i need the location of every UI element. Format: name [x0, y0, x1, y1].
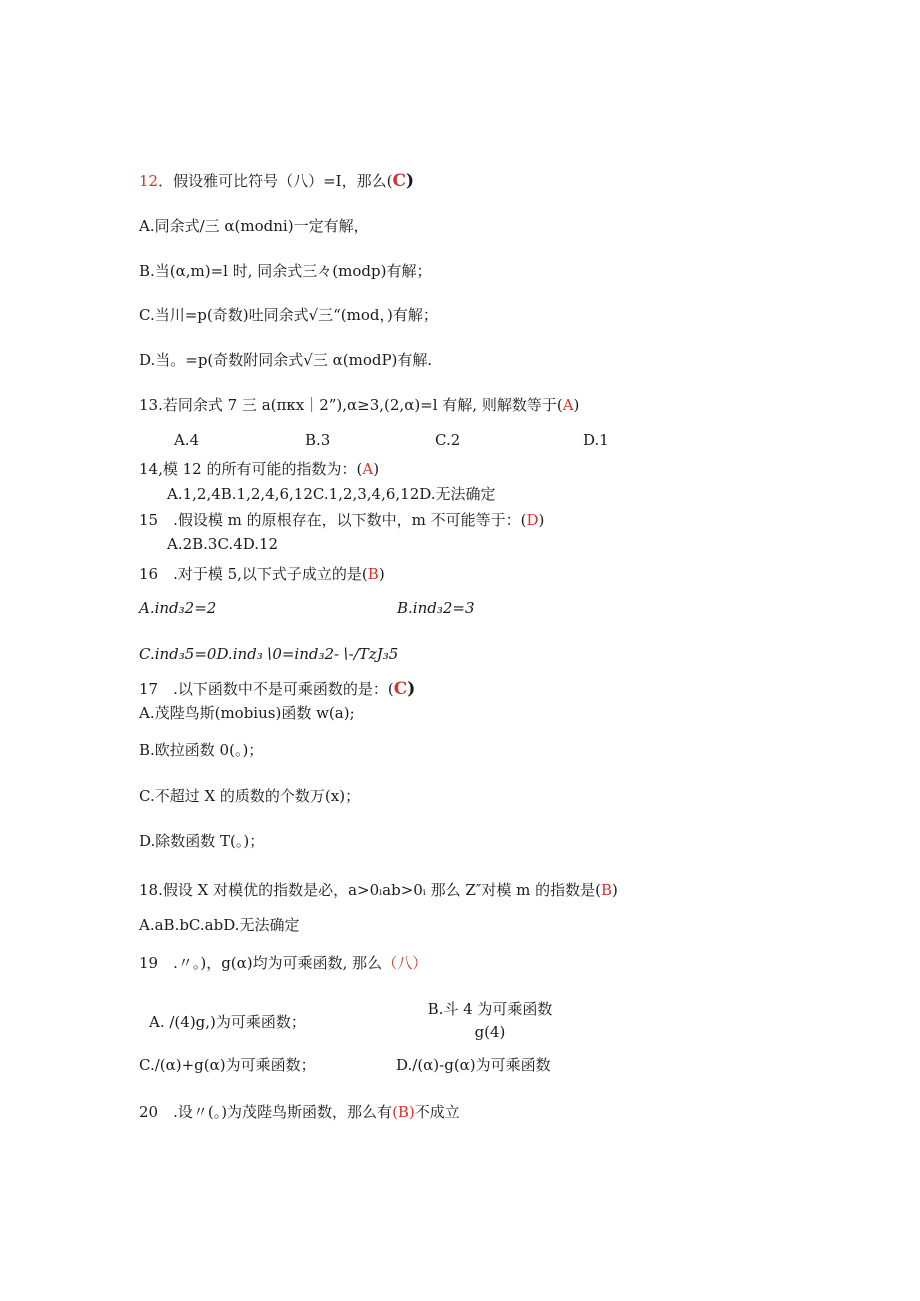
answer: D [526, 511, 539, 529]
option-cd: C.ind₃5=0D.ind₃∖0=ind₃2-∖-/TzJ₃5 [139, 645, 399, 663]
answer: A [562, 396, 574, 414]
options: A.aB.bC.abD.无法确定 [139, 916, 300, 934]
answer: A [362, 460, 374, 478]
answer: (B) [392, 1103, 415, 1121]
question-19: 19 .〃。)，g(α)均为可乘函数, 那么（八） [139, 954, 428, 972]
option-c: C./(α)+g(α)为可乘函数； [139, 1056, 316, 1074]
option-b-denominator: g(4) [474, 1023, 506, 1041]
answer: C [392, 171, 406, 191]
option-d: D./(α)-g(α)为可乘函数 [396, 1056, 551, 1074]
question-12: 12．假设雅可比符号（八）=I，那么(C) [139, 171, 415, 191]
option-a: A.茂陛鸟斯(mobius)函数 w(a); [139, 704, 355, 722]
option-b: B.当(α,m)=l 时, 同余式三々(modp)有解； [139, 262, 432, 280]
option-a: A. /(4)g,)为可乘函数； [149, 1013, 306, 1031]
option-b [410, 999, 570, 1042]
option-b: B.ind₃2=3 [397, 599, 475, 617]
question-16: 16 .对于模 5,以下式子成立的是(B) [139, 565, 385, 583]
option-d: D.当。=p(奇数附同余式√三 α(modP)有解. [139, 351, 433, 369]
option-a: A.ind₃2=2 [139, 599, 217, 617]
option-c: C.当川=p(奇数)吐同余式√三“(mod，)有解； [139, 306, 438, 324]
question-number: 12 [139, 172, 159, 190]
option-c: C.不超过 X 的质数的个数万(x)； [139, 787, 361, 805]
question-13: 13.若同余式 7 三 a(πкx｜2”),α≥3,(2,α)=l 有解, 则解数等于(A) [139, 396, 580, 414]
answer: B [601, 881, 613, 899]
option-b-numerator: B.斗 4 为可乘函数 [427, 1000, 553, 1018]
option-b: B.欧拉函数 0(。)； [139, 741, 264, 759]
option-c: C.2 [435, 431, 461, 449]
options: A.1,2,4B.1,2,4,6,12C.1,2,3,4,6,12D.无法确定 [167, 485, 496, 503]
option-a: A.4 [174, 431, 200, 449]
question-18: 18.假设 X 对模优的指数是必，a>0ᵢab>0ᵢ 那么 Z″对模 m 的指数是(B) [139, 881, 618, 899]
answer: （八） [382, 954, 428, 972]
question-20: 20 .设〃(。)为茂陛鸟斯函数，那么有(B)不成立 [139, 1103, 460, 1121]
option-d: D.1 [583, 431, 609, 449]
options: A.2B.3C.4D.12 [167, 535, 279, 553]
answer: C [393, 679, 408, 699]
question-17: 17 .以下函数中不是可乘函数的是：(C) [139, 679, 416, 699]
option-a: A.同余式/三 α(modni)一定有解， [139, 217, 369, 235]
question-15: 15 .假设模 m 的原根存在，以下数中，m 不可能等于：(D) [139, 511, 545, 529]
answer: B [367, 565, 379, 583]
option-b: B.3 [305, 431, 331, 449]
option-d: D.除数函数 T(。)； [139, 832, 265, 850]
question-14: 14,模 12 的所有可能的指数为：(A) [139, 460, 380, 478]
